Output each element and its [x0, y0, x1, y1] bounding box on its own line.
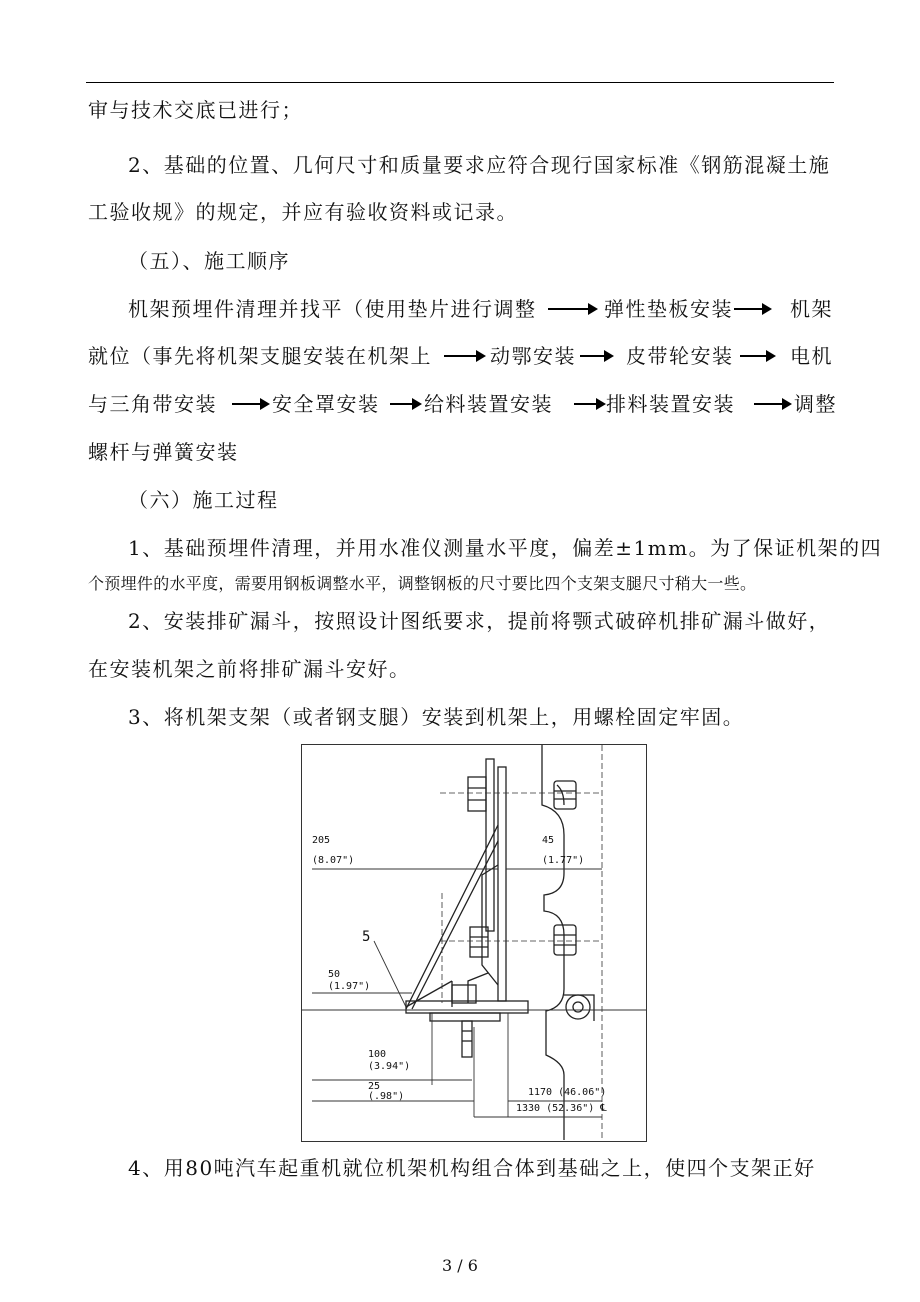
paragraph-1-line-1: 1、基础预埋件清理，并用水准仪测量水平度，偏差±1mm。为了保证机架的四	[128, 536, 883, 560]
paragraph-2-line-1: 2、安装排矿漏斗，按照设计图纸要求，提前将颚式破碎机排矿漏斗做好，	[128, 609, 831, 633]
frame-support-drawing	[301, 744, 647, 1142]
section-6-heading: （六）施工过程	[128, 488, 279, 512]
arrow-icon	[548, 308, 596, 310]
dim-100: 100	[368, 1049, 387, 1060]
dim-100-inch: (3.94")	[368, 1061, 411, 1072]
paragraph-4: 4、用80吨汽车起重机就位机架机构组合体到基础之上，使四个支架正好	[128, 1156, 816, 1180]
dim-50-inch: (1.97")	[328, 981, 371, 992]
arrow-icon	[734, 308, 770, 310]
arrow-icon	[574, 403, 604, 405]
seq-step-2: 弹性垫板安装	[604, 297, 733, 321]
arrow-icon	[232, 403, 268, 405]
seq-step-3a: 机架	[790, 297, 833, 321]
paragraph-3: 3、将机架支架（或者钢支腿）安装到机架上，用螺栓固定牢固。	[128, 705, 745, 729]
paragraph-2-line-2: 在安装机架之前将排矿漏斗安好。	[88, 657, 411, 681]
seq-step-1: 机架预埋件清理并找平（使用垫片进行调整	[128, 297, 537, 321]
seq-step-5: 皮带轮安装	[626, 344, 734, 368]
dim-50: 50	[328, 969, 341, 980]
seq-step-7: 安全罩安装	[272, 392, 380, 416]
paragraph-1-line-2: 个预埋件的水平度，需要用钢板调整水平，调整钢板的尺寸要比四个支架支腿尺寸稍大一些。	[88, 574, 757, 593]
dim-25-inch: (.98")	[368, 1091, 405, 1102]
dim-45-inch: (1.77")	[542, 855, 585, 866]
seq-step-6b: 与三角带安装	[88, 392, 217, 416]
dim-1330: 1330 (52.36") ℄	[516, 1103, 607, 1114]
text-line-2: 2、基础的位置、几何尺寸和质量要求应符合现行国家标准《钢筋混凝土施	[128, 153, 831, 177]
seq-step-9: 排料装置安装	[606, 392, 735, 416]
dim-25: 25	[368, 1081, 381, 1092]
seq-step-10b: 螺杆与弹簧安装	[88, 440, 239, 464]
arrow-icon	[444, 355, 484, 357]
seq-step-8: 给料装置安装	[424, 392, 553, 416]
header-rule	[86, 82, 834, 83]
text-line-3: 工验收规》的规定，并应有验收资料或记录。	[88, 200, 518, 224]
seq-step-10a: 调整	[794, 392, 837, 416]
page-number: 3 / 6	[442, 1256, 478, 1275]
arrow-icon	[754, 403, 790, 405]
dim-205-inch: (8.07")	[312, 855, 355, 866]
seq-step-4: 动鄂安装	[490, 344, 576, 368]
arrow-icon	[390, 403, 420, 405]
arrow-icon	[740, 355, 774, 357]
dim-45: 45	[542, 835, 555, 846]
dim-205: 205	[312, 835, 331, 846]
arrow-icon	[580, 355, 612, 357]
section-5-heading: （五）、施工顺序	[128, 249, 290, 273]
seq-step-6a: 电机	[790, 344, 833, 368]
callout-5: 5	[362, 929, 371, 945]
dim-1170: 1170 (46.06")	[528, 1087, 607, 1098]
text-line-1: 审与技术交底已进行；	[88, 98, 303, 122]
seq-step-3b: 就位（事先将机架支腿安装在机架上	[88, 344, 432, 368]
